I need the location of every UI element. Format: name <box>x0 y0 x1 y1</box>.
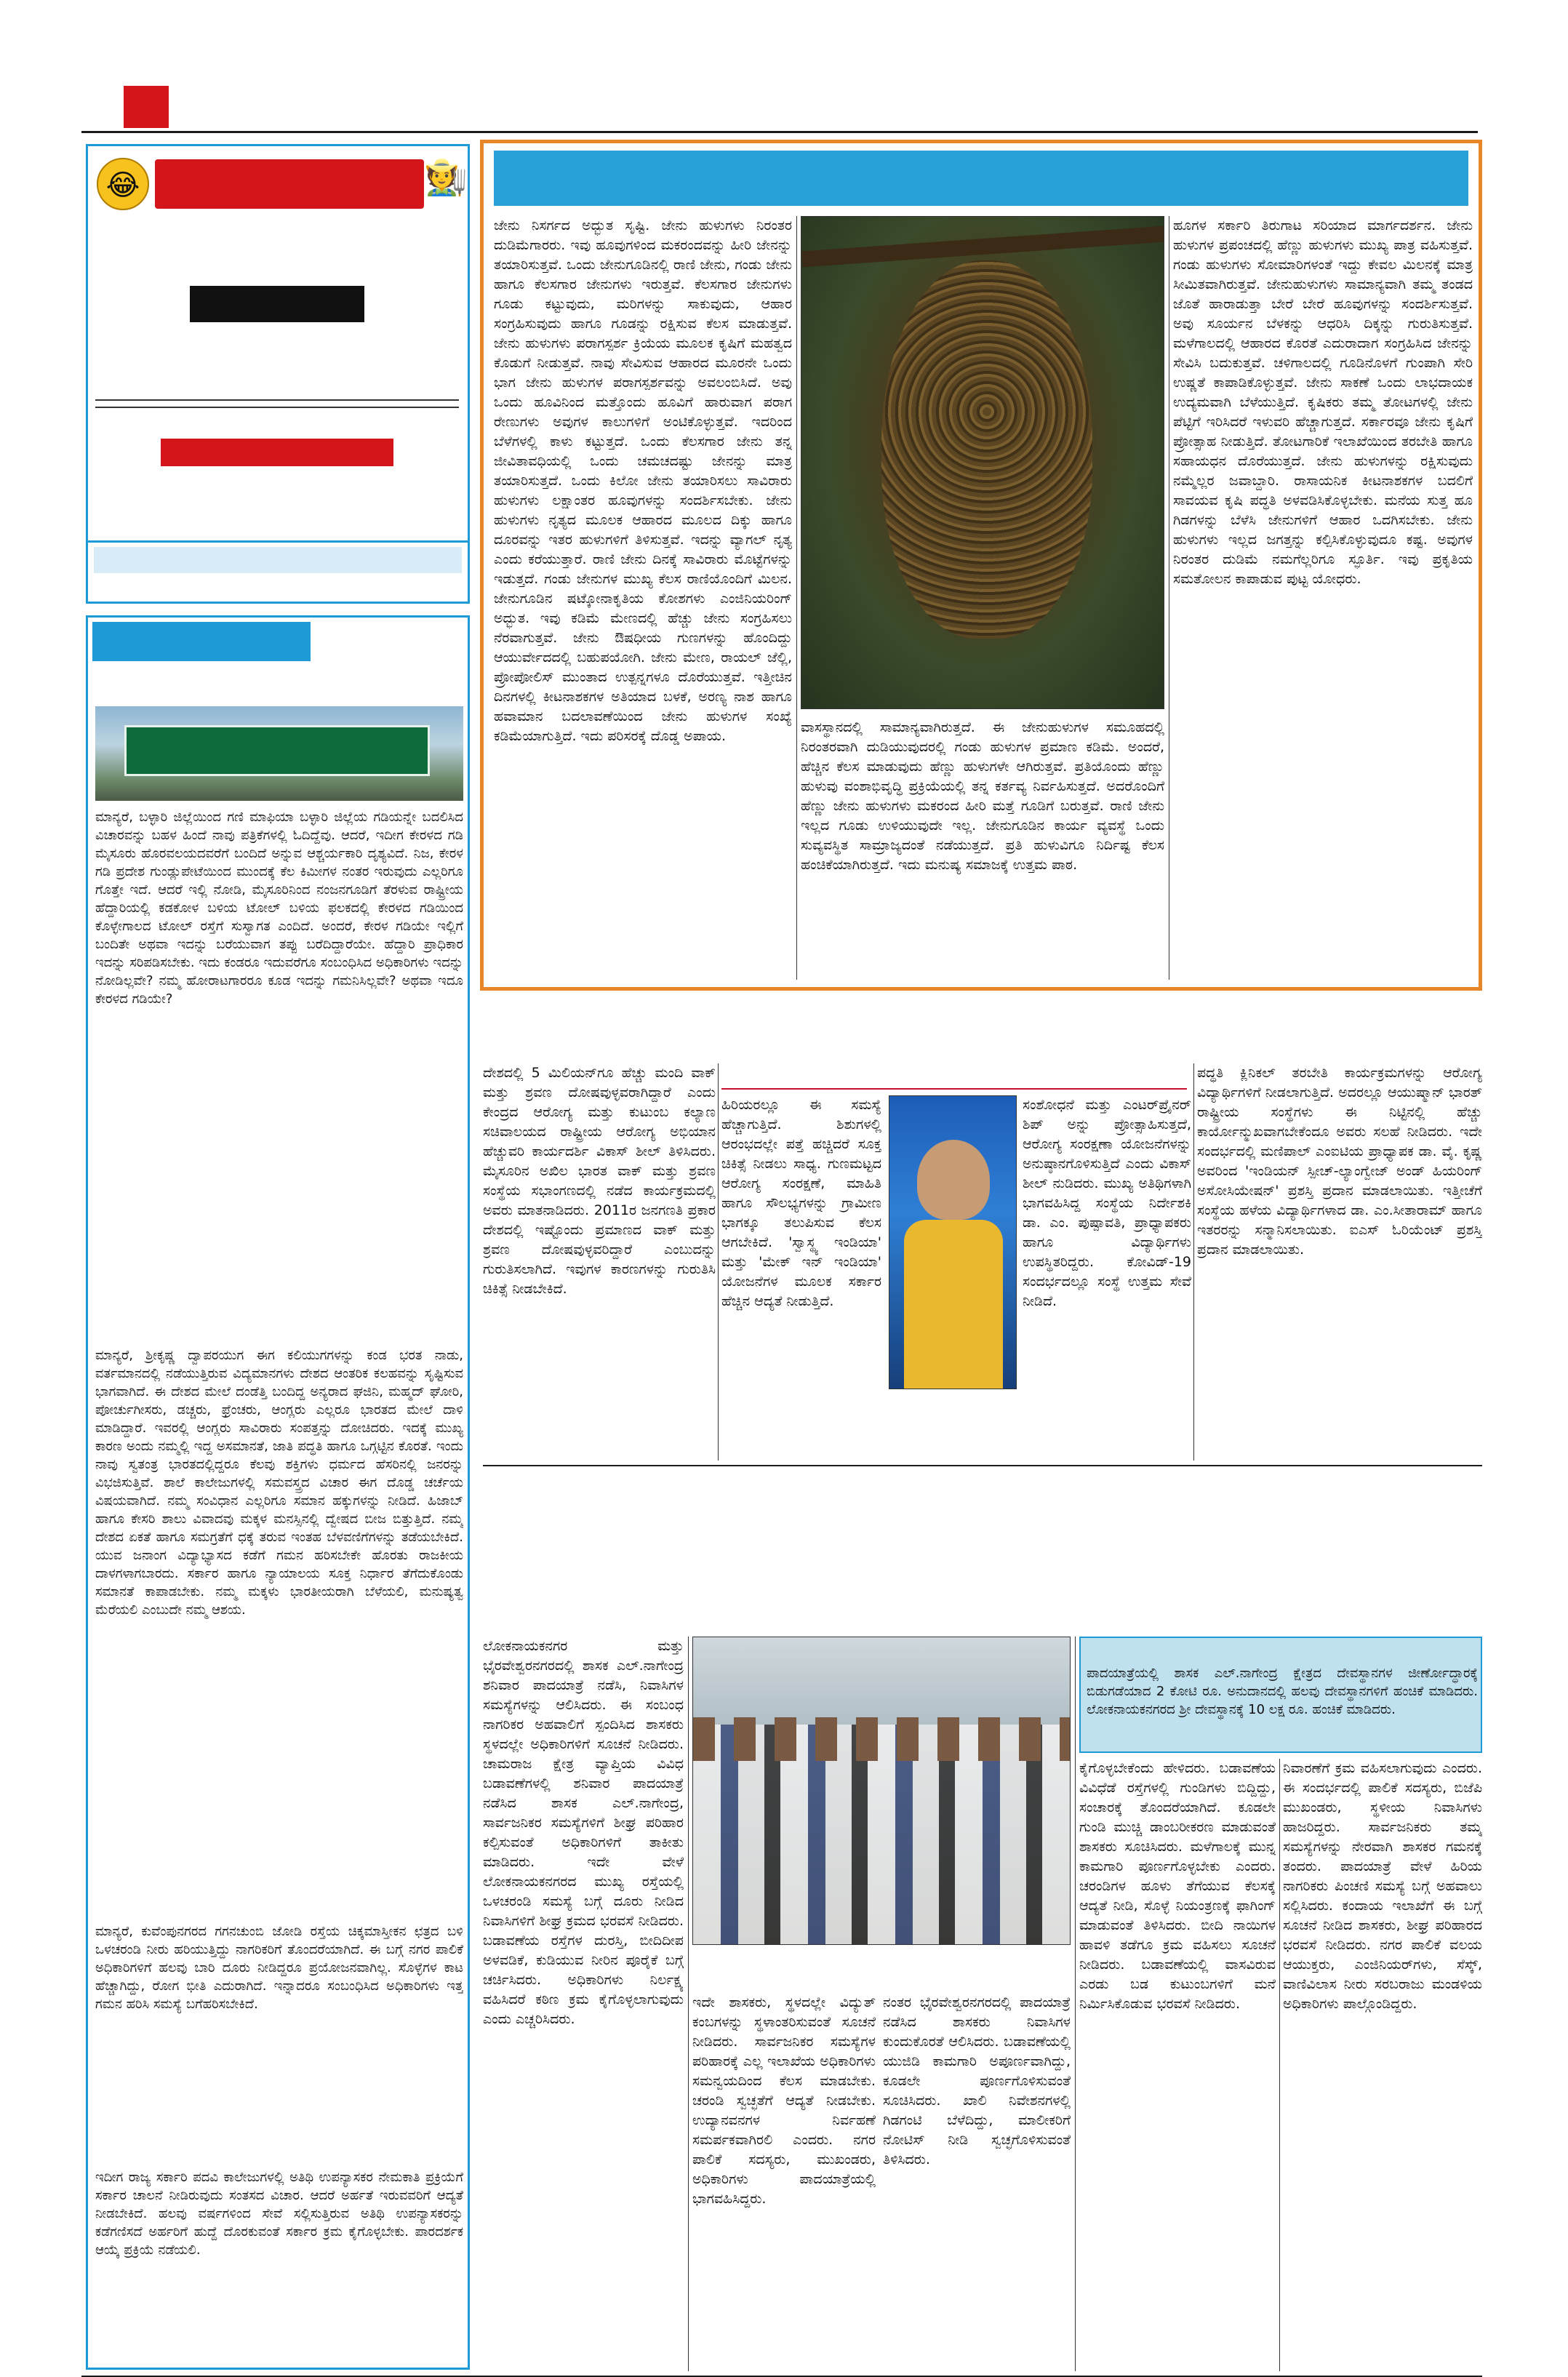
amrutavani-title <box>161 439 393 466</box>
masthead-logo <box>685 87 947 127</box>
sign-board <box>124 725 430 776</box>
speaker-shirt <box>904 1220 1003 1389</box>
paper-box-masthead <box>190 286 364 322</box>
walk-body-col3: ಸಂಶೋಧನೆ ಮತ್ತು ಎಂಟರ್‌ಪ್ರೈನರ್ ಶಿಪ್ ಅನ್ನು ಪ್ರೋತ್ಸಾಹಿಸುತ್ತದೆ, ಆರೋಗ್ಯ ಸಂರಕ್ಷಣಾ ಯೋಜನೆಗಳನ್ನು ಅನುಷ್ಠಾನಗೊಳಿಸುತ್ತಿದೆ ಎಂದು ವಿಕಾಸ್ ಶೀಲ್ ನುಡಿದರು. ಮುಖ್ಯ ಅತಿಥಿಗಳಾಗಿ ಭಾಗವಹಿಸಿದ್ದ ಸಂಸ್ಥೆಯ ನಿರ್ದೇಶಕಿ ಡಾ. ಎಂ. ಪುಷ್ಪಾವತಿ, ಪ್ರಾಧ್ಯಾಪಕರು ಹಾಗೂ ವಿದ್ಯಾರ್ಥಿಗಳು ಉಪಸ್ಥಿತರಿದ್ದರು. ಕೋವಿಡ್-19 ಸಂದರ್ಭದಲ್ಲೂ ಸಂಸ್ಥೆ ಉತ್ತಮ ಸೇವೆ ನೀಡಿದೆ. <box>1023 1097 1191 1309</box>
kerala-border-sign-photo <box>95 706 463 801</box>
walk-subhead <box>721 1063 1187 1090</box>
walk-body-col4: ಪದ್ಧತಿ ಕ್ಲಿನಿಕಲ್ ತರಬೇತಿ ಕಾರ್ಯಕ್ರಮಗಳನ್ನು ಆರೋಗ್ಯ ವಿದ್ಯಾರ್ಥಿಗಳಿಗೆ ನೀಡಲಾಗುತ್ತಿದೆ. ಅದರಲ್ಲೂ ಆಯುಷ್ಮಾನ್ ಭಾರತ್ ರಾಷ್ಟ್ರೀಯ ಸಂಸ್ಥೆಗಳು ಈ ನಿಟ್ಟಿನಲ್ಲಿ ಹೆಚ್ಚು ಕಾರ್ಯೋನ್ಮುಖವಾಗಬೇಕೆಂದೂ ಅವರು ಸಲಹೆ ನೀಡಿದರು. ಇದೇ ಸಂದರ್ಭದಲ್ಲಿ ಮಣಿಪಾಲ್ ಎಂಐಟಿಯ ಪ್ರಾಧ್ಯಾಪಕ ಡಾ. ವೈ. ಕೃಷ್ಣ ಅವರಿಂದ 'ಇಂಡಿಯನ್ ಸ್ಪೀಚ್-ಲ್ಯಾಂಗ್ವೇಜ್ ಅಂಡ್ ಹಿಯರಿಂಗ್ ಅಸೋಸಿಯೇಷನ್' ಪ್ರಶಸ್ತಿ ಪ್ರದಾನ ಮಾಡಲಾಯಿತು. ಇತ್ತೀಚೆಗೆ ಸಂಸ್ಥೆಯ ಹಳೆಯ ವಿದ್ಯಾರ್ಥಿಗಳಾದ ಡಾ. ಎಂ.ಸೀತಾರಾಮ್ ಹಾಗೂ ಇತರರನ್ನು ಸನ್ಮಾನಿಸಲಾಯಿತು. ಐಎಸ್ ಓರಿಯೆಂಟ್ ಪ್ರಶಸ್ತಿ ಪ್ರದಾನ ಮಾಡಲಾಯಿತು. <box>1197 1065 1482 1258</box>
veda-box <box>86 543 470 604</box>
header-date <box>1129 86 1478 128</box>
bee-headline <box>494 151 1468 206</box>
temple-sidebox <box>1079 1637 1482 1753</box>
page-label <box>87 86 124 127</box>
paper-box-editor <box>95 399 459 408</box>
bee-body-col1: ಜೇನು ನಿಸರ್ಗದ ಅದ್ಭುತ ಸೃಷ್ಟಿ. ಜೇನು ಹುಳುಗಳು ನಿರಂತರ ದುಡಿಮೆಗಾರರು. ಇವು ಹೂವುಗಳಿಂದ ಮಕರಂದವನ್ನು ಹೀರಿ ಜೇನನ್ನು ತಯಾರಿಸುತ್ತವೆ. ಒಂದು ಜೇನುಗೂಡಿನಲ್ಲಿ ರಾಣಿ ಜೇನು, ಗಂಡು ಜೇನು ಹಾಗೂ ಕೆಲಸಗಾರ ಜೇನುಗಳು ಇರುತ್ತವೆ. ಕೆಲಸಗಾರ ಜೇನುಗಳು ಗೂಡು ಕಟ್ಟುವುದು, ಮರಿಗಳನ್ನು ಸಾಕುವುದು, ಆಹಾರ ಸಂಗ್ರಹಿಸುವುದು ಹಾಗೂ ಗೂಡನ್ನು ರಕ್ಷಿಸುವ ಕೆಲಸ ಮಾಡುತ್ತವೆ. ಜೇನು ಹುಳುಗಳು ಪರಾಗಸ್ಪರ್ಶ ಕ್ರಿಯೆಯ ಮೂಲಕ ಕೃಷಿಗೆ ಮಹತ್ವದ ಕೊಡುಗೆ ನೀಡುತ್ತವೆ. ನಾವು ಸೇವಿಸುವ ಆಹಾರದ ಮೂರನೇ ಒಂದು ಭಾಗ ಜೇನು ಹುಳುಗಳ ಪರಾಗಸ್ಪರ್ಶವನ್ನು ಅವಲಂಬಿಸಿದೆ. ಅವು ಒಂದು ಹೂವಿನಿಂದ ಮತ್ತೊಂದು ಹೂವಿಗೆ ಹಾರುವಾಗ ಪರಾಗ ರೇಣುಗಳು ಅವುಗಳ ಕಾಲುಗಳಿಗೆ ಅಂಟಿಕೊಳ್ಳುತ್ತವೆ. ಇದರಿಂದ ಬೆಳೆಗಳಲ್ಲಿ ಕಾಳು ಕಟ್ಟುತ್ತದೆ. ಒಂದು ಕೆಲಸಗಾರ ಜೇನು ತನ್ನ ಜೀವಿತಾವಧಿಯಲ್ಲಿ ಒಂದು ಚಮಚದಷ್ಟು ಜೇನನ್ನು ಮಾತ್ರ ತಯಾರಿಸುತ್ತದೆ. ಒಂದು ಕಿಲೋ ಜೇನು ತಯಾರಿಸಲು ಸಾವಿರಾರು ಹುಳುಗಳು ಲಕ್ಷಾಂತರ ಹೂವುಗಳನ್ನು ಸಂದರ್ಶಿಸಬೇಕು. ಜೇನು ಹುಳುಗಳು ನೃತ್ಯದ ಮೂಲಕ ಆಹಾರದ ಮೂಲದ ದಿಕ್ಕು ಹಾಗೂ ದೂರವನ್ನು ಇತರ ಹುಳುಗಳಿಗೆ ತಿಳಿಸುತ್ತವೆ. ಇದನ್ನು ವ್ಯಾಗಲ್ ನೃತ್ಯ ಎಂದು ಕರೆಯುತ್ತಾರೆ. ರಾಣಿ ಜೇನು ದಿನಕ್ಕೆ ಸಾವಿರಾರು ಮೊಟ್ಟೆಗಳನ್ನು ಇಡುತ್ತದೆ. ಗಂಡು ಜೇನುಗಳ ಮುಖ್ಯ ಕೆಲಸ ರಾಣಿಯೊಂದಿಗೆ ಮಿಲನ. ಜೇನುಗೂಡಿನ ಷಟ್ಕೋನಾಕೃತಿಯ ಕೋಶಗಳು ಎಂಜಿನಿಯರಿಂಗ್ ಅದ್ಭುತ. ಇವು ಕಡಿಮೆ ಮೇಣದಲ್ಲಿ ಹೆಚ್ಚು ಜೇನು ಸಂಗ್ರಹಿಸಲು ನೆರವಾಗುತ್ತವೆ. ಜೇನು ಔಷಧೀಯ ಗುಣಗಳನ್ನು ಹೊಂದಿದ್ದು ಆಯುರ್ವೇದದಲ್ಲಿ ಬಹುಪಯೋಗಿ. ಜೇನು ಮೇಣ, ರಾಯಲ್ ಜೆಲ್ಲಿ, ಪ್ರೋಪೋಲಿಸ್ ಮುಂತಾದ ಉತ್ಪನ್ನಗಳೂ ದೊರೆಯುತ್ತವೆ. ಇತ್ತೀಚಿನ ದಿನಗಳಲ್ಲಿ ಕೀಟನಾಶಕಗಳ ಅತಿಯಾದ ಬಳಕೆ, ಅರಣ್ಯ ನಾಶ ಹಾಗೂ ಹವಾಮಾನ ಬದಲಾವಣೆಯಿಂದ ಜೇನು ಹುಳುಗಳ ಸಂಖ್ಯೆ ಕಡಿಮೆಯಾಗುತ್ತಿದೆ. ಇದು ಪರಿಸರಕ್ಕೆ ದೊಡ್ಡ ಅಪಾಯ. <box>494 217 792 744</box>
bee-article <box>480 140 1482 991</box>
walk-bottom-rule <box>483 1465 1482 1466</box>
header-rule <box>81 131 1478 133</box>
letter3-body: ಮಾನ್ಯರೆ, ಕುವೆಂಪುನಗರದ ಗಗನಚುಂಬಿ ಜೋಡಿ ರಸ್ತೆಯ ಚಿಕ್ಕಮಾಸ್ತೀಕನ ಛತ್ರದ ಬಳಿ ಒಳಚರಂಡಿ ನೀರು ಹರಿಯುತ್ತಿದ್ದು ನಾಗರಿಕರಿಗೆ ತೊಂದರೆಯಾಗಿದೆ. ಈ ಬಗ್ಗೆ ನಗರ ಪಾಲಿಕೆ ಅಧಿಕಾರಿಗಳಿಗೆ ಹಲವು ಬಾರಿ ದೂರು ನೀಡಿದ್ದರೂ ಪ್ರಯೋಜನವಾಗಿಲ್ಲ. ಸೊಳ್ಳೆಗಳ ಕಾಟ ಹೆಚ್ಚಾಗಿದ್ದು, ರೋಗ ಭೀತಿ ಎದುರಾಗಿದೆ. ಇನ್ನಾದರೂ ಸಂಬಂಧಿಸಿದ ಅಧಿಕಾರಿಗಳು ಇತ್ತ ಗಮನ ಹರಿಸಿ ಸಮಸ್ಯೆ ಬಗೆಹರಿಸಬೇಕಿದೆ. <box>95 1924 463 2012</box>
civic-headline-2 <box>483 1532 1482 1594</box>
speaker-figure <box>917 1140 990 1220</box>
civic-body-col1: ಲೋಕನಾಯಕನಗರ ಮತ್ತು ಭೈರವೇಶ್ವರನಗರದಲ್ಲಿ ಶಾಸಕ ಎಲ್.ನಾಗೇಂದ್ರ ಶನಿವಾರ ಪಾದಯಾತ್ರೆ ನಡೆಸಿ, ನಿವಾಸಿಗಳ ಸಮಸ್ಯೆಗಳನ್ನು ಆಲಿಸಿದರು. ಈ ಸಂಬಂಧ ನಾಗರಿಕರ ಅಹವಾಲಿಗೆ ಸ್ಪಂದಿಸಿದ ಶಾಸಕರು ಸ್ಥಳದಲ್ಲೇ ಅಧಿಕಾರಿಗಳಿಗೆ ಸೂಚನೆ ನೀಡಿದರು. ಚಾಮರಾಜ ಕ್ಷೇತ್ರ ವ್ಯಾಪ್ತಿಯ ವಿವಿಧ ಬಡಾವಣೆಗಳಲ್ಲಿ ಶನಿವಾರ ಪಾದಯಾತ್ರೆ ನಡೆಸಿದ ಶಾಸಕ ಎಲ್.ನಾಗೇಂದ್ರ, ಸಾರ್ವಜನಿಕರ ಸಮಸ್ಯೆಗಳಿಗೆ ಶೀಘ್ರ ಪರಿಹಾರ ಕಲ್ಪಿಸುವಂತೆ ಅಧಿಕಾರಿಗಳಿಗೆ ತಾಕೀತು ಮಾಡಿದರು. ಇದೇ ವೇಳೆ ಲೋಕನಾಯಕನಗರದ ಮುಖ್ಯ ರಸ್ತೆಯಲ್ಲಿ ಒಳಚರಂಡಿ ಸಮಸ್ಯೆ ಬಗ್ಗೆ ದೂರು ನೀಡಿದ ನಿವಾಸಿಗಳಿಗೆ ಶೀಘ್ರ ಕ್ರಮದ ಭರವಸೆ ನೀಡಿದರು. ಬಡಾವಣೆಯ ರಸ್ತೆಗಳ ದುರಸ್ತಿ, ಬೀದಿದೀಪ ಅಳವಡಿಕೆ, ಕುಡಿಯುವ ನೀರಿನ ಪೂರೈಕೆ ಬಗ್ಗೆ ಚರ್ಚಿಸಿದರು. ಅಧಿಕಾರಿಗಳು ನಿರ್ಲಕ್ಷ್ಯ ವಹಿಸಿದರೆ ಕಠಿಣ ಕ್ರಮ ಕೈಗೊಳ್ಳಲಾಗುವುದು ಎಂದು ಎಚ್ಚರಿಸಿದರು. <box>483 1638 684 2027</box>
letters-section <box>86 615 470 2370</box>
vikas-sheel-photo <box>889 1095 1017 1389</box>
civic-subhead <box>483 1597 1482 1628</box>
veda-title <box>94 547 462 573</box>
humor-title <box>155 159 424 209</box>
bee-body-col3: ಹೂಗಳ ಸರ್ಕಾರಿ ತಿರುಗಾಟ ಸರಿಯಾದ ಮಾರ್ಗದರ್ಶನ. ಜೇನು ಹುಳುಗಳ ಪ್ರಪಂಚದಲ್ಲಿ ಹೆಣ್ಣು ಹುಳುಗಳು ಮುಖ್ಯ ಪಾತ್ರ ವಹಿಸುತ್ತವೆ. ಗಂಡು ಹುಳುಗಳು ಸೋಮಾರಿಗಳಂತೆ ಇದ್ದು ಕೇವಲ ಮಿಲನಕ್ಕೆ ಮಾತ್ರ ಸೀಮಿತವಾಗಿರುತ್ತವೆ. ಜೇನುಹುಳುಗಳು ಸಾಮಾನ್ಯವಾಗಿ ತಮ್ಮ ತಂಡದ ಜೊತೆ ಹಾರಾಡುತ್ತಾ ಬೇರೆ ಬೇರೆ ಹೂವುಗಳನ್ನು ಸಂದರ್ಶಿಸುತ್ತವೆ. ಅವು ಸೂರ್ಯನ ಬೆಳಕನ್ನು ಆಧರಿಸಿ ದಿಕ್ಕನ್ನು ಗುರುತಿಸುತ್ತವೆ. ಮಳೆಗಾಲದಲ್ಲಿ ಆಹಾರದ ಕೊರತೆ ಎದುರಾದಾಗ ಸಂಗ್ರಹಿಸಿದ ಜೇನನ್ನು ಸೇವಿಸಿ ಬದುಕುತ್ತವೆ. ಚಳಿಗಾಲದಲ್ಲಿ ಗೂಡಿನೊಳಗೆ ಗುಂಪಾಗಿ ಸೇರಿ ಉಷ್ಣತೆ ಕಾಪಾಡಿಕೊಳ್ಳುತ್ತವೆ. ಜೇನು ಸಾಕಣೆ ಒಂದು ಲಾಭದಾಯಕ ಉದ್ಯಮವಾಗಿ ಬೆಳೆಯುತ್ತಿದೆ. ಕೃಷಿಕರು ತಮ್ಮ ತೋಟಗಳಲ್ಲಿ ಜೇನು ಪೆಟ್ಟಿಗೆ ಇರಿಸಿದರೆ ಇಳುವರಿ ಹೆಚ್ಚಾಗುತ್ತದೆ. ಸರ್ಕಾರವೂ ಜೇನು ಕೃಷಿಗೆ ಪ್ರೋತ್ಸಾಹ ನೀಡುತ್ತಿದೆ. ತೋಟಗಾರಿಕೆ ಇಲಾಖೆಯಿಂದ ತರಬೇತಿ ಹಾಗೂ ಸಹಾಯಧನ ದೊರೆಯುತ್ತದೆ. ಜೇನು ಹುಳುಗಳನ್ನು ರಕ್ಷಿಸುವುದು ನಮ್ಮೆಲ್ಲರ ಜವಾಬ್ದಾರಿ. ರಾಸಾಯನಿಕ ಕೀಟನಾಶಕಗಳ ಬದಲಿಗೆ ಸಾವಯವ ಕೃಷಿ ಪದ್ಧತಿ ಅಳವಡಿಸಿಕೊಳ್ಳಬೇಕು. ಮನೆಯ ಸುತ್ತ ಹೂ ಗಿಡಗಳನ್ನು ಬೆಳೆಸಿ ಜೇನುಗಳಿಗೆ ಆಹಾರ ಒದಗಿಸಬೇಕು. ಜೇನು ಹುಳುಗಳು ಇಲ್ಲದ ಜಗತ್ತನ್ನು ಕಲ್ಪಿಸಿಕೊಳ್ಳುವುದೂ ಕಷ್ಟ. ಅವುಗಳ ನಿರಂತರ ದುಡಿಮೆ ನಮಗೆಲ್ಲರಿಗೂ ಸ್ಫೂರ್ತಿ. ಇವು ಪ್ರಕೃತಿಯ ಸಮತೋಲನ ಕಾಪಾಡುವ ಪುಟ್ಟ ಯೋಧರು. <box>1173 217 1473 587</box>
civic-body-col3: ನಂತರ ಭೈರವೇಶ್ವರನಗರದಲ್ಲಿ ಪಾದಯಾತ್ರೆ ನಡೆಸಿದ ಶಾಸಕರು ನಿವಾಸಿಗಳ ಕುಂದುಕೊರತೆ ಆಲಿಸಿದರು. ಬಡಾವಣೆಯಲ್ಲಿ ಯುಜಿಡಿ ಕಾಮಗಾರಿ ಅಪೂರ್ಣವಾಗಿದ್ದು, ಕೂಡಲೇ ಪೂರ್ಣಗೊಳಿಸುವಂತೆ ಸೂಚಿಸಿದರು. ಖಾಲಿ ನಿವೇಶನಗಳಲ್ಲಿ ಗಿಡಗಂಟಿ ಬೆಳೆದಿದ್ದು, ಮಾಲೀಕರಿಗೆ ನೋಟಿಸ್ ನೀಡಿ ಸ್ವಚ್ಛಗೊಳಿಸುವಂತೆ ತಿಳಿಸಿದರು. <box>883 1994 1071 2168</box>
civic-col-divider-2 <box>1075 1637 1076 2371</box>
letter4-body: ಇದೀಗ ರಾಜ್ಯ ಸರ್ಕಾರಿ ಪದವಿ ಕಾಲೇಜುಗಳಲ್ಲಿ ಅತಿಥಿ ಉಪನ್ಯಾಸಕರ ನೇಮಕಾತಿ ಪ್ರಕ್ರಿಯೆಗೆ ಸರ್ಕಾರ ಚಾಲನೆ ನೀಡಿರುವುದು ಸಂತಸದ ವಿಚಾರ. ಆದರೆ ಅರ್ಹತೆ ಇರುವವರಿಗೆ ಆದ್ಯತೆ ನೀಡಬೇಕಿದೆ. ಹಲವು ವರ್ಷಗಳಿಂದ ಸೇವೆ ಸಲ್ಲಿಸುತ್ತಿರುವ ಅತಿಥಿ ಉಪನ್ಯಾಸಕರನ್ನು ಕಡೆಗಣಿಸದೆ ಅರ್ಹರಿಗೆ ಹುದ್ದೆ ದೊರಕುವಂತೆ ಸರ್ಕಾರ ಕ್ರಮ ಕೈಗೊಳ್ಳಬೇಕು. ಪಾರದರ್ಶಕ ಆಯ್ಕೆ ಪ್ರಕ್ರಿಯೆ ನಡೆಯಲಿ. <box>95 2170 463 2258</box>
temple-sidebox-body: ಪಾದಯಾತ್ರೆಯಲ್ಲಿ ಶಾಸಕ ಎಲ್.ನಾಗೇಂದ್ರ ಕ್ಷೇತ್ರದ ದೇವಸ್ಥಾನಗಳ ಜೀರ್ಣೋದ್ಧಾರಕ್ಕೆ ಬಿಡುಗಡೆಯಾದ 2 ಕೋಟಿ ರೂ. ಅನುದಾನದಲ್ಲಿ ಹಲವು ದೇವಸ್ಥಾನಗಳಿಗೆ ಹಂಚಿಕೆ ಮಾಡಿದರು. ಲೋಕನಾಯಕನಗರದ ಶ್ರೀ ದೇವಸ್ಥಾನಕ್ಕೆ 10 ಲಕ್ಷ ರೂ. ಹಂಚಿಕೆ ಮಾಡಿದರು. <box>1087 1666 1478 1717</box>
walk-col-divider-2 <box>1193 1063 1194 1461</box>
letter1-body: ಮಾನ್ಯರೆ, ಬಳ್ಳಾರಿ ಜಿಲ್ಲೆಯಿಂದ ಗಣಿ ಮಾಫಿಯಾ ಬಳ್ಳಾರಿ ಜಿಲ್ಲೆಯ ಗಡಿಯನ್ನೇ ಬದಲಿಸಿದ ವಿಚಾರವನ್ನು ಬಹಳ ಹಿಂದೆ ನಾವು ಪತ್ರಿಕೆಗಳಲ್ಲಿ ಓದಿದ್ದೆವು. ಆದರೆ, ಇದೀಗ ಕೇರಳದ ಗಡಿ ಮೈಸೂರು ಹೊರವಲಯದವರೆಗೆ ಬಂದಿದೆ ಅನ್ನುವ ಆಶ್ಚರ್ಯಕಾರಿ ದೃಶ್ಯವಿದೆ. ನಿಜ, ಕೇರಳ ಗಡಿ ಪ್ರದೇಶ ಗುಂಡ್ಲುಪೇಟೆಯಿಂದ ಮುಂದಕ್ಕೆ ಕೆಲ ಕಿಮೀಗಳ ನಂತರ ಇರುವುದು ಎಲ್ಲರಿಗೂ ಗೊತ್ತೇ ಇದೆ. ಆದರೆ ಇಲ್ಲಿ ನೋಡಿ, ಮೈಸೂರಿನಿಂದ ನಂಜನಗೂಡಿಗೆ ತೆರಳುವ ರಾಷ್ಟ್ರೀಯ ಹೆದ್ದಾರಿಯಲ್ಲಿ ಕಡಕೋಳ ಬಳಿಯ ಟೋಲ್ ಬಳಿಯ ಫಲಕದಲ್ಲಿ ಕೇರಳದ ಗಡಿಯಿಂದ ಕೊಳ್ಳೇಗಾಲದ ಟೋಲ್ ರಸ್ತೆಗೆ ಸುಸ್ವಾಗತ ಎಂದಿದೆ. ಅಂದರೆ, ಕೇರಳ ಗಡಿಯೇ ಇಲ್ಲಿಗೆ ಬಂದಿತೇ ಅಥವಾ ಇದನ್ನು ಬರೆಯುವಾಗ ತಪ್ಪು ಬರೆದಿದ್ದಾರೆಯೇ. ಹೆದ್ದಾರಿ ಪ್ರಾಧಿಕಾರ ಇದನ್ನು ಸರಿಪಡಿಸಬೇಕು. ಇದು ಕಂಡರೂ ಇದುವರೆಗೂ ಸಂಬಂಧಿಸಿದ ಅಧಿಕಾರಿಗಳು ಇದನ್ನು ನೋಡಿಲ್ಲವೇ? ನಮ್ಮ ಹೋರಾಟಗಾರರೂ ಕೂಡ ಇದನ್ನು ಗಮನಿಸಿಲ್ಲವೇ? ಅಥವಾ ಇದೂ ಕೇರಳದ ಗಡಿಯೇ? <box>95 810 463 1007</box>
civic-col-divider-3 <box>1279 1759 1280 2371</box>
civic-body-col5: ನಿವಾರಣೆಗೆ ಕ್ರಮ ವಹಿಸಲಾಗುವುದು ಎಂದರು. ಈ ಸಂದರ್ಭದಲ್ಲಿ ಪಾಲಿಕೆ ಸದಸ್ಯರು, ಬಿಜೆಪಿ ಮುಖಂಡರು, ಸ್ಥಳೀಯ ನಿವಾಸಿಗಳು ಹಾಜರಿದ್ದರು. ಸಾರ್ವಜನಿಕರು ತಮ್ಮ ಸಮಸ್ಯೆಗಳನ್ನು ನೇರವಾಗಿ ಶಾಸಕರ ಗಮನಕ್ಕೆ ತಂದರು. ಪಾದಯಾತ್ರೆ ವೇಳೆ ಹಿರಿಯ ನಾಗರಿಕರು ಪಿಂಚಣಿ ಸಮಸ್ಯೆ ಬಗ್ಗೆ ಅಹವಾಲು ಸಲ್ಲಿಸಿದರು. ಕಂದಾಯ ಇಲಾಖೆಗೆ ಈ ಬಗ್ಗೆ ಸೂಚನೆ ನೀಡಿದ ಶಾಸಕರು, ಶೀಘ್ರ ಪರಿಹಾರದ ಭರವಸೆ ನೀಡಿದರು. ನಗರ ಪಾಲಿಕೆ ವಲಯ ಆಯುಕ್ತರು, ಎಂಜಿನಿಯರ್‌ಗಳು, ಸೆಸ್ಕ್, ವಾಣಿವಿಲಾಸ ನೀರು ಸರಬರಾಜು ಮಂಡಳಿಯ ಅಧಿಕಾರಿಗಳು ಪಾಲ್ಗೊಂಡಿದ್ದರು. <box>1283 1760 1482 2012</box>
bee-col-divider-1 <box>796 216 797 980</box>
letter2-body: ಮಾನ್ಯರೆ, ಶ್ರೀಕೃಷ್ಣ ದ್ವಾಪರಯುಗ ಈಗ ಕಲಿಯುಗಗಳನ್ನು ಕಂಡ ಭರತ ನಾಡು, ವರ್ತಮಾನದಲ್ಲಿ ನಡೆಯುತ್ತಿರುವ ವಿದ್ಯಮಾನಗಳು ದೇಶದ ಆಂತರಿಕ ಕಲಹವನ್ನು ಸೃಷ್ಟಿಸುವ ಭಾಗವಾಗಿದೆ. ಈ ದೇಶದ ಮೇಲೆ ದಂಡೆತ್ತಿ ಬಂದಿದ್ದ ಅನ್ಯರಾದ ಘಜಿನಿ, ಮಹ್ಮದ್ ಘೋರಿ, ಪೋರ್ಚುಗೀಸರು, ಡಚ್ಚರು, ಫ್ರೆಂಚರು, ಆಂಗ್ಲರು ಎಲ್ಲರೂ ಭಾರತದ ಮೇಲೆ ದಾಳಿ ಮಾಡಿದ್ದಾರೆ. ಇವರಲ್ಲಿ ಆಂಗ್ಲರು ಸಾವಿರಾರು ಸಂಪತ್ತನ್ನು ದೋಚಿದರು. ಇದಕ್ಕೆ ಮುಖ್ಯ ಕಾರಣ ಅಂದು ನಮ್ಮಲ್ಲಿ ಇದ್ದ ಅಸಮಾನತೆ, ಜಾತಿ ಪದ್ಧತಿ ಹಾಗೂ ಒಗ್ಗಟ್ಟಿನ ಕೊರತೆ. ಇಂದು ನಾವು ಸ್ವತಂತ್ರ ಭಾರತದಲ್ಲಿದ್ದರೂ ಕೆಲವು ಶಕ್ತಿಗಳು ಧರ್ಮದ ಹೆಸರಿನಲ್ಲಿ ಜನರನ್ನು ವಿಭಜಿಸುತ್ತಿವೆ. ಶಾಲೆ ಕಾಲೇಜುಗಳಲ್ಲಿ ಸಮವಸ್ತ್ರದ ವಿಚಾರ ಈಗ ದೊಡ್ಡ ಚರ್ಚೆಯ ವಿಷಯವಾಗಿದೆ. ನಮ್ಮ ಸಂವಿಧಾನ ಎಲ್ಲರಿಗೂ ಸಮಾನ ಹಕ್ಕುಗಳನ್ನು ನೀಡಿದೆ. ಹಿಜಾಬ್ ಹಾಗೂ ಕೇಸರಿ ಶಾಲು ವಿವಾದವು ಮಕ್ಕಳ ಮನಸ್ಸಿನಲ್ಲಿ ದ್ವೇಷದ ಬೀಜ ಬಿತ್ತುತ್ತಿದೆ. ನಮ್ಮ ದೇಶದ ಏಕತೆ ಹಾಗೂ ಸಮಗ್ರತೆಗೆ ಧಕ್ಕೆ ತರುವ ಇಂತಹ ಬೆಳವಣಿಗೆಗಳನ್ನು ತಡೆಯಬೇಕಿದೆ. ಯುವ ಜನಾಂಗ ವಿದ್ಯಾಭ್ಯಾಸದ ಕಡೆಗೆ ಗಮನ ಹರಿಸಬೇಕೇ ಹೊರತು ರಾಜಕೀಯ ದಾಳಗಳಾಗಬಾರದು. ಸರ್ಕಾರ ಹಾಗೂ ನ್ಯಾಯಾಲಯ ಸೂಕ್ತ ನಿರ್ಧಾರ ತೆಗೆದುಕೊಂಡು ಸಮಾನತೆ ಕಾಪಾಡಬೇಕು. ನಮ್ಮ ಮಕ್ಕಳು ಭಾರತೀಯರಾಗಿ ಬೆಳೆಯಲಿ, ಮನುಷ್ಯತ್ವ ಮೆರೆಯಲಿ ಎಂಬುದೇ ನಮ್ಮ ಆಶಯ. <box>95 1348 463 1618</box>
page-header <box>81 86 1478 131</box>
crowd-heads <box>693 1717 1071 1761</box>
padayatra-photo <box>692 1637 1071 1945</box>
walk-headline <box>483 1002 1482 1059</box>
bee-body-col2: ವಾಸಸ್ಥಾನದಲ್ಲಿ ಸಾಮಾನ್ಯವಾಗಿರುತ್ತದೆ. ಈ ಜೇನುಹುಳುಗಳ ಸಮೂಹದಲ್ಲಿ ನಿರಂತರವಾಗಿ ದುಡಿಯುವುದರಲ್ಲಿ ಗಂಡು ಹುಳುಗಳ ಪ್ರಮಾಣ ಕಡಿಮೆ. ಅಂದರೆ, ಹೆಚ್ಚಿನ ಕೆಲಸ ಮಾಡುವುದು ಹೆಣ್ಣು ಹುಳುಗಳೇ ಆಗಿರುತ್ತವೆ. ಪ್ರತಿಯೊಂದು ಹೆಣ್ಣು ಹುಳುವು ವಂಶಾಭಿವೃದ್ಧಿ ಪ್ರಕ್ರಿಯೆಯಲ್ಲಿ ತನ್ನ ಕರ್ತವ್ಯ ನಿರ್ವಹಿಸುತ್ತದೆ. ಅದರೊಂದಿಗೆ ಹೆಣ್ಣು ಜೇನು ಹುಳುಗಳು ಮಕರಂದ ಹೀರಿ ಮತ್ತೆ ಗೂಡಿಗೆ ಬರುತ್ತವೆ. ರಾಣಿ ಜೇನು ಇಲ್ಲದ ಗೂಡು ಉಳಿಯುವುದೇ ಇಲ್ಲ. ಜೇನುಗೂಡಿನ ಕಾರ್ಯ ವ್ಯವಸ್ಥೆ ಒಂದು ಸುವ್ಯವಸ್ಥಿತ ಸಾಮ್ರಾಜ್ಯದಂತೆ ನಡೆಯುತ್ತದೆ. ಪ್ರತಿ ಹುಳುವಿಗೂ ನಿರ್ದಿಷ್ಟ ಕೆಲಸ ಹಂಚಿಕೆಯಾಗಿರುತ್ತದೆ. ಇದು ಮನುಷ್ಯ ಸಮಾಜಕ್ಕೆ ಉತ್ತಮ ಪಾಠ. <box>801 719 1164 873</box>
hive-cluster <box>881 260 1092 639</box>
civic-body-col4: ಕೈಗೊಳ್ಳಬೇಕೆಂದು ಹೇಳಿದರು. ಬಡಾವಣೆಯ ವಿವಿಧೆಡೆ ರಸ್ತೆಗಳಲ್ಲಿ ಗುಂಡಿಗಳು ಬಿದ್ದಿದ್ದು, ಸಂಚಾರಕ್ಕೆ ತೊಂದರೆಯಾಗಿದೆ. ಕೂಡಲೇ ಗುಂಡಿ ಮುಚ್ಚಿ ಡಾಂಬರೀಕರಣ ಮಾಡುವಂತೆ ಶಾಸಕರು ಸೂಚಿಸಿದರು. ಮಳೆಗಾಲಕ್ಕೆ ಮುನ್ನ ಕಾಮಗಾರಿ ಪೂರ್ಣಗೊಳ್ಳಬೇಕು ಎಂದರು. ಚರಂಡಿಗಳ ಹೂಳು ತೆಗೆಯುವ ಕೆಲಸಕ್ಕೆ ಆದ್ಯತೆ ನೀಡಿ, ಸೊಳ್ಳೆ ನಿಯಂತ್ರಣಕ್ಕೆ ಫಾಗಿಂಗ್ ಮಾಡುವಂತೆ ತಿಳಿಸಿದರು. ಬೀದಿ ನಾಯಿಗಳ ಹಾವಳಿ ತಡೆಗೂ ಕ್ರಮ ವಹಿಸಲು ಸೂಚನೆ ನೀಡಿದರು. ಬಡಾವಣೆಯಲ್ಲಿ ವಾಸವಿರುವ ಎರಡು ಬಡ ಕುಟುಂಬಗಳಿಗೆ ಮನೆ ನಿರ್ಮಿಸಿಕೊಡುವ ಭರವಸೆ ನೀಡಿದರು. <box>1079 1760 1276 2012</box>
walk-body-col1: ದೇಶದಲ್ಲಿ 5 ಮಿಲಿಯನ್‌ಗೂ ಹೆಚ್ಚು ಮಂದಿ ವಾಕ್ ಮತ್ತು ಶ್ರವಣ ದೋಷವುಳ್ಳವರಾಗಿದ್ದಾರೆ ಎಂದು ಕೇಂದ್ರದ ಆರೋಗ್ಯ ಮತ್ತು ಕುಟುಂಬ ಕಲ್ಯಾಣ ಸಚಿವಾಲಯದ ರಾಷ್ಟ್ರೀಯ ಆರೋಗ್ಯ ಅಭಿಯಾನ ಹೆಚ್ಚುವರಿ ಕಾರ್ಯದರ್ಶಿ ವಿಕಾಸ್ ಶೀಲ್ ತಿಳಿಸಿದರು. ಮೈಸೂರಿನ ಅಖಿಲ ಭಾರತ ವಾಕ್ ಮತ್ತು ಶ್ರವಣ ಸಂಸ್ಥೆಯ ಸಭಾಂಗಣದಲ್ಲಿ ನಡೆದ ಕಾರ್ಯಕ್ರಮದಲ್ಲಿ ಅವರು ಮಾತನಾಡಿದರು. 2011ರ ಜನಗಣತಿ ಪ್ರಕಾರ ದೇಶದಲ್ಲಿ ಇಷ್ಟೊಂದು ಪ್ರಮಾಣದ ವಾಕ್ ಮತ್ತು ಶ್ರವಣ ದೋಷವುಳ್ಳವರಿದ್ದಾರೆ ಎಂಬುದನ್ನು ಗುರುತಿಸಲಾಗಿದೆ. ಇವುಗಳ ಕಾರಣಗಳನ್ನು ಗುರುತಿಸಿ ಚಿಕಿತ್ಸೆ ನೀಡಬೇಕಿದೆ. <box>483 1065 716 1297</box>
scarecrow-icon: 🧑‍🌾 <box>424 157 468 198</box>
civic-col-divider-1 <box>688 1637 689 2371</box>
laughing-face-icon: 😂 <box>97 158 149 210</box>
civic-body-col2: ಇದೇ ಶಾಸಕರು, ಸ್ಥಳದಲ್ಲೇ ವಿದ್ಯುತ್ ಕಂಬಗಳನ್ನು ಸ್ಥಳಾಂತರಿಸುವಂತೆ ಸೂಚನೆ ನೀಡಿದರು. ಸಾರ್ವಜನಿಕರ ಸಮಸ್ಯೆಗಳ ಪರಿಹಾರಕ್ಕೆ ಎಲ್ಲ ಇಲಾಖೆಯ ಅಧಿಕಾರಿಗಳು ಸಮನ್ವಯದಿಂದ ಕೆಲಸ ಮಾಡಬೇಕು. ಚರಂಡಿ ಸ್ವಚ್ಛತೆಗೆ ಆದ್ಯತೆ ನೀಡಬೇಕು. ಉದ್ಯಾನವನಗಳ ನಿರ್ವಹಣೆ ಸಮರ್ಪಕವಾಗಿರಲಿ ಎಂದರು. ನಗರ ಪಾಲಿಕೆ ಸದಸ್ಯರು, ಮುಖಂಡರು, ಅಧಿಕಾರಿಗಳು ಪಾದಯಾತ್ರೆಯಲ್ಲಿ ಭಾಗವಹಿಸಿದ್ದರು. <box>692 1994 876 2207</box>
walk-col-divider-1 <box>718 1063 719 1461</box>
letters-banner <box>92 622 311 661</box>
section-title <box>191 86 518 128</box>
beehive-photo <box>801 216 1164 709</box>
civic-headline-1 <box>483 1471 1482 1533</box>
humor-box <box>86 144 470 543</box>
walk-body-col2: ಹಿರಿಯರಲ್ಲೂ ಈ ಸಮಸ್ಯೆ ಹೆಚ್ಚಾಗುತ್ತಿದೆ. ಶಿಶುಗಳಲ್ಲಿ ಆರಂಭದಲ್ಲೇ ಪತ್ತೆ ಹಚ್ಚಿದರೆ ಸೂಕ್ತ ಚಿಕಿತ್ಸೆ ನೀಡಲು ಸಾಧ್ಯ. ಗುಣಮಟ್ಟದ ಆರೋಗ್ಯ ಸಂರಕ್ಷಣೆ, ಮಾಹಿತಿ ಹಾಗೂ ಸೌಲಭ್ಯಗಳನ್ನು ಗ್ರಾಮೀಣ ಭಾಗಕ್ಕೂ ತಲುಪಿಸುವ ಕೆಲಸ ಆಗಬೇಕಿದೆ. 'ಸ್ವಾಸ್ಥ್ಯ ಇಂಡಿಯಾ' ಮತ್ತು 'ಮೇಕ್ ಇನ್ ಇಂಡಿಯಾ' ಯೋಜನೆಗಳ ಮೂಲಕ ಸರ್ಕಾರ ಹೆಚ್ಚಿನ ಆದ್ಯತೆ ನೀಡುತ್ತಿದೆ. <box>721 1097 881 1309</box>
page-number-badge <box>124 86 169 128</box>
